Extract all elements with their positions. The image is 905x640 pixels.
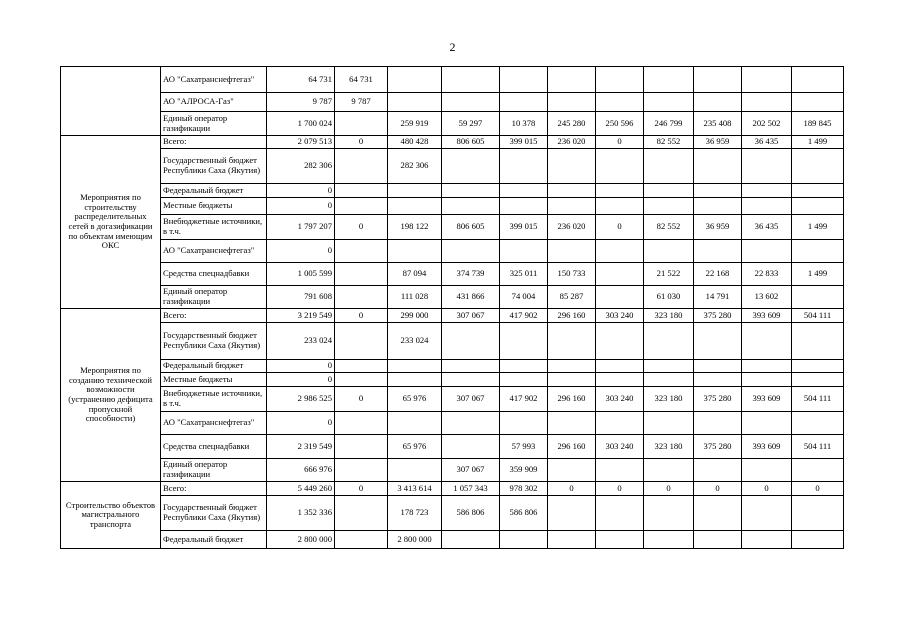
value-cell [694, 360, 742, 373]
value-cell [644, 67, 694, 93]
value-cell: 2 319 549 [267, 435, 335, 459]
value-cell [596, 263, 644, 286]
value-cell: 236 020 [548, 136, 596, 149]
value-cell: 393 609 [742, 309, 792, 323]
value-cell: 36 959 [694, 215, 742, 240]
value-cell [742, 531, 792, 549]
table-row [61, 240, 844, 263]
value-cell [694, 531, 742, 549]
value-cell: 202 502 [742, 112, 792, 136]
value-cell [442, 435, 500, 459]
value-cell: 13 602 [742, 286, 792, 309]
table-row [61, 309, 844, 323]
value-cell: 0 [792, 482, 844, 496]
value-cell: 9 787 [335, 93, 388, 112]
value-cell: 10 378 [500, 112, 548, 136]
value-cell [335, 531, 388, 549]
value-cell [500, 360, 548, 373]
group-label: Строительство объектов магистрального транспорта [61, 482, 161, 549]
table-row [61, 373, 844, 387]
value-cell [596, 373, 644, 387]
value-cell [548, 184, 596, 198]
value-cell [644, 496, 694, 531]
table-body [61, 67, 844, 549]
value-cell [792, 149, 844, 184]
value-cell: 791 608 [267, 286, 335, 309]
row-label: Федеральный бюджет [161, 531, 267, 549]
value-cell: 393 609 [742, 435, 792, 459]
value-cell: 978 302 [500, 482, 548, 496]
value-cell: 61 030 [644, 286, 694, 309]
row-label: Всего: [161, 309, 267, 323]
value-cell [500, 323, 548, 360]
value-cell [548, 198, 596, 215]
value-cell [792, 286, 844, 309]
value-cell [388, 93, 442, 112]
value-cell: 1 352 336 [267, 496, 335, 531]
value-cell [442, 93, 500, 112]
value-cell [548, 373, 596, 387]
value-cell: 59 297 [442, 112, 500, 136]
group-label [61, 67, 161, 136]
table-row [61, 149, 844, 184]
value-cell: 2 986 525 [267, 387, 335, 412]
value-cell: 296 160 [548, 435, 596, 459]
value-cell: 0 [267, 373, 335, 387]
value-cell [548, 459, 596, 482]
value-cell: 57 993 [500, 435, 548, 459]
value-cell [694, 459, 742, 482]
row-label: Местные бюджеты [161, 198, 267, 215]
value-cell [644, 93, 694, 112]
row-label: Единый оператор газификации [161, 459, 267, 482]
value-cell [792, 412, 844, 435]
value-cell: 480 428 [388, 136, 442, 149]
value-cell: 1 797 207 [267, 215, 335, 240]
value-cell: 236 020 [548, 215, 596, 240]
value-cell [792, 360, 844, 373]
value-cell: 65 976 [388, 387, 442, 412]
value-cell [335, 412, 388, 435]
row-label: Единый оператор газификации [161, 112, 267, 136]
value-cell [442, 67, 500, 93]
value-cell: 9 787 [267, 93, 335, 112]
value-cell: 323 180 [644, 309, 694, 323]
value-cell [500, 373, 548, 387]
row-label: Федеральный бюджет [161, 184, 267, 198]
row-label: АО "АЛРОСА-Газ" [161, 93, 267, 112]
value-cell [388, 184, 442, 198]
value-cell: 0 [335, 309, 388, 323]
value-cell: 586 806 [500, 496, 548, 531]
value-cell: 431 866 [442, 286, 500, 309]
value-cell [335, 112, 388, 136]
value-cell [644, 459, 694, 482]
value-cell [694, 93, 742, 112]
value-cell [335, 459, 388, 482]
value-cell [694, 412, 742, 435]
value-cell [335, 198, 388, 215]
value-cell: 1 499 [792, 215, 844, 240]
value-cell: 65 976 [388, 435, 442, 459]
value-cell [596, 240, 644, 263]
value-cell [644, 149, 694, 184]
value-cell: 586 806 [442, 496, 500, 531]
value-cell: 0 [596, 482, 644, 496]
value-cell [500, 184, 548, 198]
value-cell: 504 111 [792, 435, 844, 459]
row-label: АО "Сахатранснефтегаз" [161, 412, 267, 435]
value-cell: 3 413 614 [388, 482, 442, 496]
value-cell [335, 184, 388, 198]
value-cell: 3 219 549 [267, 309, 335, 323]
value-cell: 233 024 [388, 323, 442, 360]
value-cell [596, 459, 644, 482]
value-cell [742, 459, 792, 482]
value-cell: 5 449 260 [267, 482, 335, 496]
value-cell: 82 552 [644, 136, 694, 149]
value-cell: 2 800 000 [388, 531, 442, 549]
value-cell: 282 306 [267, 149, 335, 184]
table-row [61, 93, 844, 112]
row-label: Федеральный бюджет [161, 360, 267, 373]
value-cell [792, 67, 844, 93]
value-cell [388, 373, 442, 387]
value-cell: 1 700 024 [267, 112, 335, 136]
value-cell [442, 323, 500, 360]
value-cell [335, 240, 388, 263]
value-cell: 150 733 [548, 263, 596, 286]
value-cell: 233 024 [267, 323, 335, 360]
value-cell: 399 015 [500, 136, 548, 149]
value-cell [596, 286, 644, 309]
value-cell: 282 306 [388, 149, 442, 184]
value-cell: 0 [267, 184, 335, 198]
value-cell: 1 499 [792, 263, 844, 286]
value-cell [548, 360, 596, 373]
value-cell [388, 412, 442, 435]
value-cell: 87 094 [388, 263, 442, 286]
group-label: Мероприятия по созданию технической возможности (устранению дефицита пропускной способности) [61, 309, 161, 482]
value-cell [388, 67, 442, 93]
row-label: Местные бюджеты [161, 373, 267, 387]
value-cell: 36 959 [694, 136, 742, 149]
value-cell [694, 149, 742, 184]
value-cell [335, 149, 388, 184]
value-cell [742, 323, 792, 360]
value-cell: 323 180 [644, 387, 694, 412]
table-row [61, 323, 844, 360]
table-row [61, 184, 844, 198]
value-cell: 0 [596, 136, 644, 149]
value-cell [548, 531, 596, 549]
value-cell: 250 596 [596, 112, 644, 136]
value-cell: 303 240 [596, 435, 644, 459]
table-row [61, 435, 844, 459]
value-cell [694, 373, 742, 387]
value-cell [500, 67, 548, 93]
row-label: Средства спецнадбавки [161, 435, 267, 459]
value-cell: 22 168 [694, 263, 742, 286]
row-label: Всего: [161, 136, 267, 149]
value-cell [500, 531, 548, 549]
value-cell: 0 [335, 215, 388, 240]
value-cell [442, 149, 500, 184]
row-label: Государственный бюджет Республики Саха (Якутия) [161, 496, 267, 531]
table-row [61, 286, 844, 309]
value-cell [335, 373, 388, 387]
value-cell [500, 198, 548, 215]
value-cell: 111 028 [388, 286, 442, 309]
value-cell: 375 280 [694, 435, 742, 459]
value-cell: 2 800 000 [267, 531, 335, 549]
table-row [61, 215, 844, 240]
value-cell [644, 240, 694, 263]
value-cell: 0 [267, 412, 335, 435]
value-cell [792, 496, 844, 531]
value-cell: 36 435 [742, 136, 792, 149]
value-cell: 806 605 [442, 215, 500, 240]
value-cell [792, 459, 844, 482]
funding-table [60, 66, 844, 549]
value-cell [442, 373, 500, 387]
value-cell: 375 280 [694, 387, 742, 412]
row-label: Единый оператор газификации [161, 286, 267, 309]
row-label: АО "Сахатранснефтегаз" [161, 67, 267, 93]
value-cell: 359 909 [500, 459, 548, 482]
value-cell: 0 [267, 198, 335, 215]
value-cell [644, 360, 694, 373]
value-cell: 307 067 [442, 459, 500, 482]
value-cell: 0 [335, 482, 388, 496]
value-cell [792, 240, 844, 263]
value-cell [500, 412, 548, 435]
value-cell [742, 240, 792, 263]
value-cell: 417 902 [500, 387, 548, 412]
row-label: Всего: [161, 482, 267, 496]
value-cell: 21 522 [644, 263, 694, 286]
value-cell [500, 149, 548, 184]
value-cell [694, 198, 742, 215]
value-cell: 303 240 [596, 387, 644, 412]
value-cell: 299 000 [388, 309, 442, 323]
table-row [61, 67, 844, 93]
value-cell [335, 435, 388, 459]
value-cell [388, 240, 442, 263]
value-cell: 323 180 [644, 435, 694, 459]
value-cell: 0 [742, 482, 792, 496]
value-cell: 666 976 [267, 459, 335, 482]
value-cell [792, 531, 844, 549]
value-cell [442, 240, 500, 263]
value-cell [442, 531, 500, 549]
value-cell [548, 67, 596, 93]
table-row [61, 482, 844, 496]
value-cell: 504 111 [792, 387, 844, 412]
value-cell: 375 280 [694, 309, 742, 323]
value-cell: 0 [548, 482, 596, 496]
value-cell [792, 184, 844, 198]
value-cell: 246 799 [644, 112, 694, 136]
value-cell: 82 552 [644, 215, 694, 240]
page-number: 2 [449, 40, 456, 54]
table-row [61, 531, 844, 549]
value-cell [596, 198, 644, 215]
value-cell: 85 287 [548, 286, 596, 309]
value-cell [596, 412, 644, 435]
value-cell [442, 412, 500, 435]
value-cell [742, 93, 792, 112]
value-cell [742, 496, 792, 531]
value-cell [335, 496, 388, 531]
table-row [61, 459, 844, 482]
value-cell [442, 198, 500, 215]
value-cell [388, 459, 442, 482]
value-cell [596, 67, 644, 93]
value-cell: 0 [335, 387, 388, 412]
value-cell: 504 111 [792, 309, 844, 323]
value-cell: 307 067 [442, 309, 500, 323]
value-cell: 393 609 [742, 387, 792, 412]
value-cell [442, 184, 500, 198]
value-cell [500, 240, 548, 263]
value-cell [742, 412, 792, 435]
value-cell: 325 011 [500, 263, 548, 286]
value-cell [694, 496, 742, 531]
value-cell: 178 723 [388, 496, 442, 531]
value-cell: 0 [267, 240, 335, 263]
value-cell [548, 323, 596, 360]
value-cell [500, 93, 548, 112]
value-cell: 399 015 [500, 215, 548, 240]
table-row [61, 136, 844, 149]
row-label: Государственный бюджет Республики Саха (Якутия) [161, 149, 267, 184]
value-cell [644, 184, 694, 198]
value-cell: 1 499 [792, 136, 844, 149]
value-cell: 74 004 [500, 286, 548, 309]
value-cell [596, 323, 644, 360]
value-cell [548, 412, 596, 435]
value-cell [694, 184, 742, 198]
value-cell: 307 067 [442, 387, 500, 412]
value-cell [644, 412, 694, 435]
value-cell [742, 149, 792, 184]
value-cell: 806 605 [442, 136, 500, 149]
value-cell: 14 791 [694, 286, 742, 309]
value-cell [694, 323, 742, 360]
value-cell [548, 149, 596, 184]
value-cell [742, 360, 792, 373]
value-cell [792, 93, 844, 112]
value-cell: 1 005 599 [267, 263, 335, 286]
table-row [61, 263, 844, 286]
value-cell: 235 408 [694, 112, 742, 136]
value-cell [388, 360, 442, 373]
value-cell [644, 373, 694, 387]
value-cell [596, 93, 644, 112]
value-cell [742, 373, 792, 387]
value-cell: 0 [596, 215, 644, 240]
value-cell: 0 [694, 482, 742, 496]
table-row [61, 360, 844, 373]
value-cell [596, 496, 644, 531]
value-cell [442, 360, 500, 373]
row-label: Государственный бюджет Республики Саха (Якутия) [161, 323, 267, 360]
value-cell [548, 240, 596, 263]
table-row [61, 387, 844, 412]
value-cell [548, 496, 596, 531]
value-cell: 22 833 [742, 263, 792, 286]
value-cell: 417 902 [500, 309, 548, 323]
value-cell: 198 122 [388, 215, 442, 240]
value-cell [596, 149, 644, 184]
value-cell: 296 160 [548, 309, 596, 323]
table-row [61, 496, 844, 531]
value-cell [335, 360, 388, 373]
value-cell: 1 057 343 [442, 482, 500, 496]
table-row [61, 412, 844, 435]
value-cell [792, 198, 844, 215]
value-cell: 2 079 513 [267, 136, 335, 149]
value-cell [742, 67, 792, 93]
value-cell: 36 435 [742, 215, 792, 240]
value-cell: 245 280 [548, 112, 596, 136]
row-label: Внебюджетные источники, в т.ч. [161, 215, 267, 240]
value-cell [596, 531, 644, 549]
value-cell: 64 731 [335, 67, 388, 93]
value-cell [742, 184, 792, 198]
value-cell [335, 286, 388, 309]
group-label: Мероприятия по строительству распределительных сетей в догазификации по объектам имеющим ОКС [61, 136, 161, 309]
value-cell [388, 198, 442, 215]
value-cell [548, 93, 596, 112]
value-cell [596, 184, 644, 198]
table-row [61, 112, 844, 136]
row-label: Средства спецнадбавки [161, 263, 267, 286]
value-cell [742, 198, 792, 215]
table-row [61, 198, 844, 215]
value-cell [694, 240, 742, 263]
value-cell: 303 240 [596, 309, 644, 323]
value-cell: 189 845 [792, 112, 844, 136]
value-cell: 64 731 [267, 67, 335, 93]
value-cell: 0 [267, 360, 335, 373]
value-cell [335, 263, 388, 286]
row-label: АО "Сахатранснефтегаз" [161, 240, 267, 263]
value-cell: 296 160 [548, 387, 596, 412]
value-cell [792, 373, 844, 387]
row-label: Внебюджетные источники, в т.ч. [161, 387, 267, 412]
value-cell [792, 323, 844, 360]
value-cell: 374 739 [442, 263, 500, 286]
value-cell [335, 323, 388, 360]
value-cell [596, 360, 644, 373]
value-cell: 0 [335, 136, 388, 149]
value-cell [644, 198, 694, 215]
value-cell: 259 919 [388, 112, 442, 136]
value-cell [644, 531, 694, 549]
value-cell [644, 323, 694, 360]
value-cell: 0 [644, 482, 694, 496]
value-cell [694, 67, 742, 93]
